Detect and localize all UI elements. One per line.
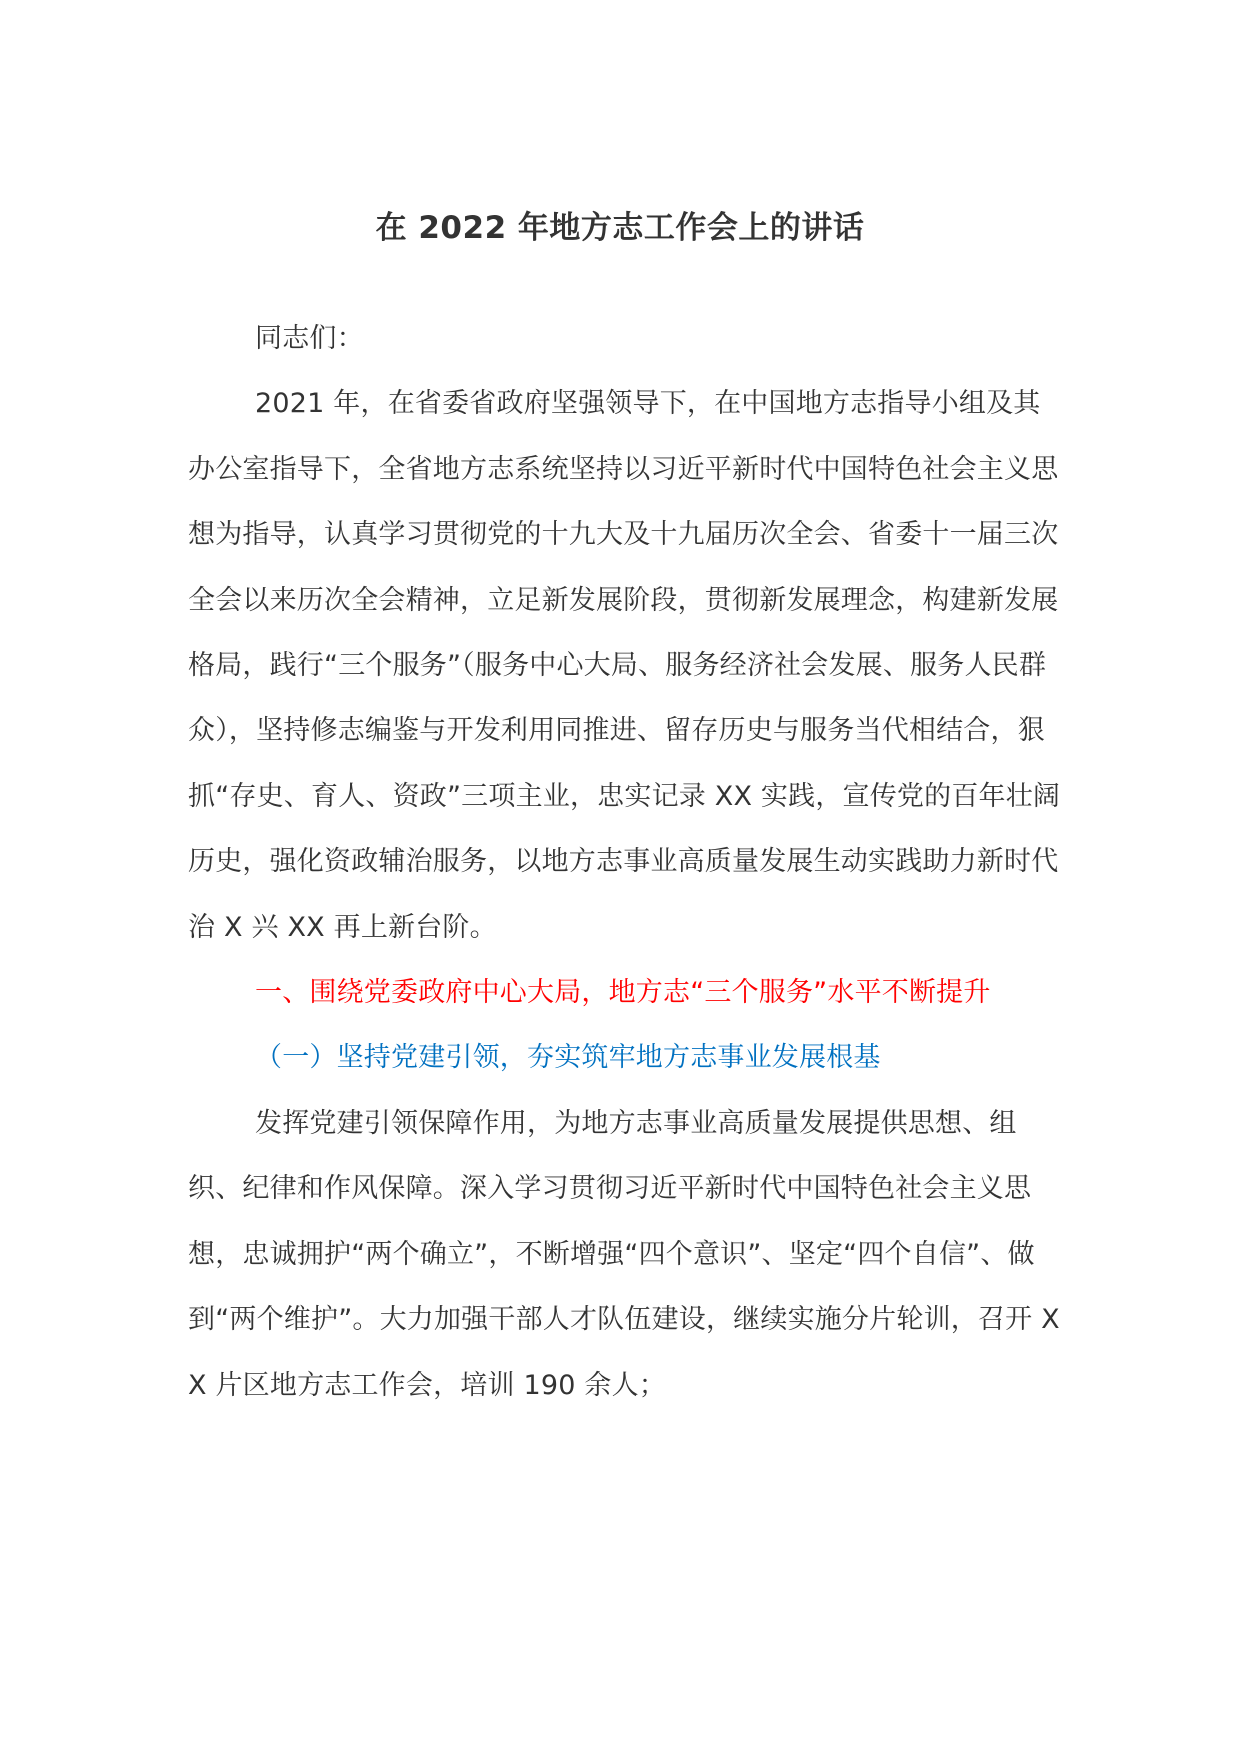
document-title: 在 2022 年地方志工作会上的讲话 (375, 210, 865, 246)
party-building-paragraph: 发挥党建引领保障作用，为地方志事业高质量发展提供思想、组织、纪律和作风保障。深入学习贯彻习近平新时代中国特色社会主义思想，忠诚拥护“两个确立”，不断增强“四个意识”、坚定“四个自信”、做到“两个维护”。大力加强干部人才队伍建设，继续实施分片轮训，召开 XX 片区地方志工作会，培训 190 余人； (188, 1107, 1060, 1401)
section-heading-1: 一、围绕党委政府中心大局，地方志“三个服务”水平不断提升 (255, 977, 991, 1009)
intro-paragraph: 2021 年，在省委省政府坚强领导下，在中国地方志指导小组及其办公室指导下，全省地方志系统坚持以习近平新时代中国特色社会主义思想为指导，认真学习贯彻党的十九大及十九届历次全会、省委十一届三次全会以来历次全会精神，立足新发展阶段，贯彻新发展理念，构建新发展格局，践行“三个服务”（服务中心大局、服务经济社会发展、服务人民群众），坚持修志编鉴与开发利用同推进、留存历史与服务当代相结合，狠抓“存史、育人、资政”三项主业，忠实记录 XX 实践，宣传党的百年壮阔历史，强化资政辅治服务，以地方志事业高质量发展生动实践助力新时代治 X 兴 XX 再上新台阶。 (188, 388, 1061, 943)
document-body (188, 306, 1064, 1418)
subsection-heading-1-1: （一）坚持党建引领，夯实筑牢地方志事业发展根基 (255, 1042, 881, 1074)
salutation: 同志们： (255, 323, 364, 354)
